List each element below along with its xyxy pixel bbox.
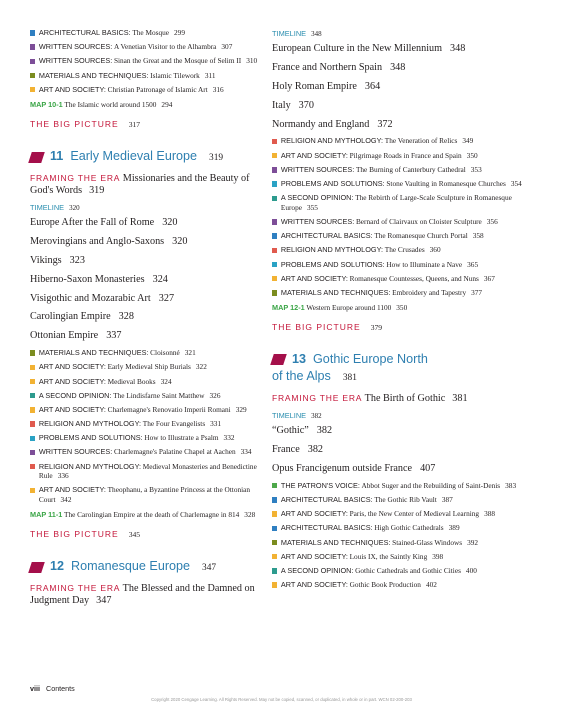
art-society-square-icon: [272, 582, 277, 587]
architectural-basics-square-icon: [272, 233, 277, 238]
toc-item[interactable]: ART AND SOCIETY: Gothic Book Production 402: [272, 581, 537, 591]
toc-item[interactable]: ART AND SOCIETY: Theophanu, a Byzantine Princess at the Ottonian Court 342: [30, 486, 262, 505]
section-entry[interactable]: Opus Francigenum outside France 407: [272, 462, 436, 474]
second-opinion-square-icon: [30, 393, 35, 398]
section-entry[interactable]: Ottonian Empire 337: [30, 330, 122, 342]
toc-item[interactable]: ART AND SOCIETY: Christian Patronage of Islamic Art 316: [30, 86, 262, 96]
chapter-marker-icon: [270, 354, 287, 365]
chapter-marker-icon: [28, 562, 45, 573]
problems-solutions-square-icon: [272, 181, 277, 186]
toc-item[interactable]: RELIGION AND MYTHOLOGY: The Four Evangelists 331: [30, 420, 262, 430]
section-entry[interactable]: Visigothic and Mozarabic Art 327: [30, 292, 175, 304]
framing-the-era-entry[interactable]: FRAMING THE ERA The Birth of Gothic 381: [272, 393, 468, 405]
copyright-notice: Copyright 2020 Cengage Learning. All Rights Reserved. May not be copied, scanned, or duplicated, in whole or in part. WCN 02-200-203: [151, 697, 412, 702]
chapter-13-heading[interactable]: 13 Gothic Europe North of the Alps 381: [272, 352, 428, 384]
toc-item[interactable]: PROBLEMS AND SOLUTIONS: How to Illuminate a Nave 365: [272, 261, 537, 271]
art-society-square-icon: [30, 379, 35, 384]
chapter-marker-icon: [28, 152, 45, 163]
section-entry[interactable]: European Culture in the New Millennium 348: [272, 43, 466, 54]
toc-item[interactable]: RELIGION AND MYTHOLOGY: Medieval Monasteries and Benedictine Rule 336: [30, 463, 262, 482]
toc-item[interactable]: ARCHITECTURAL BASICS: The Mosque 299: [30, 29, 262, 39]
art-society-square-icon: [272, 511, 277, 516]
toc-item[interactable]: WRITTEN SOURCES: The Burning of Canterbury Cathedral 353: [272, 166, 537, 176]
toc-item[interactable]: A SECOND OPINION: The Rebirth of Large-Scale Sculpture in Romanesque Europe 355: [272, 194, 537, 213]
toc-item[interactable]: ARCHITECTURAL BASICS: The Gothic Rib Vault 387: [272, 496, 537, 506]
written-sources-square-icon: [30, 450, 35, 455]
section-entry[interactable]: France and Northern Spain 348: [272, 61, 406, 73]
toc-item[interactable]: A SECOND OPINION: The Lindisfarne Saint Matthew 326: [30, 392, 262, 402]
materials-techniques-square-icon: [30, 73, 35, 78]
architectural-basics-square-icon: [272, 526, 277, 531]
section-entry[interactable]: Hiberno-Saxon Monasteries 324: [30, 273, 168, 285]
toc-item[interactable]: RELIGION AND MYTHOLOGY: The Veneration of Relics 349: [272, 137, 537, 147]
section-entry[interactable]: Normandy and England 372: [272, 118, 393, 130]
map-entry[interactable]: MAP 12-1 Western Europe around 1100 350: [272, 303, 408, 313]
art-society-square-icon: [272, 153, 277, 158]
section-entry[interactable]: Carolingian Empire 328: [30, 311, 134, 323]
left-column: [30, 0, 262, 613]
toc-item[interactable]: PROBLEMS AND SOLUTIONS: How to Illustrate a Psalm 332: [30, 434, 262, 444]
toc-item[interactable]: WRITTEN SOURCES: Charlemagne's Palatine Chapel at Aachen 334: [30, 448, 262, 458]
problems-solutions-square-icon: [30, 436, 35, 441]
toc-item[interactable]: THE PATRON'S VOICE: Abbot Suger and the Rebuilding of Saint-Denis 383: [272, 482, 537, 492]
art-society-square-icon: [272, 276, 277, 281]
section-entry[interactable]: France 382: [272, 444, 323, 455]
architectural-basics-square-icon: [272, 497, 277, 502]
section-entry[interactable]: Italy 370: [272, 99, 314, 111]
timeline-entry[interactable]: TIMELINE 382: [272, 411, 322, 421]
art-society-square-icon: [30, 407, 35, 412]
big-picture-entry[interactable]: THE BIG PICTURE 379: [272, 322, 383, 333]
section-entry[interactable]: Vikings 323: [30, 254, 85, 266]
toc-item[interactable]: ART AND SOCIETY: Early Medieval Ship Burials 322: [30, 363, 262, 373]
materials-techniques-square-icon: [272, 540, 277, 545]
toc-item[interactable]: PROBLEMS AND SOLUTIONS: Stone Vaulting in Romanesque Churches 354: [272, 180, 537, 190]
framing-the-era-entry[interactable]: FRAMING THE ERA The Blessed and the Damned on Judgment Day 347: [30, 583, 255, 607]
toc-item[interactable]: ART AND SOCIETY: Paris, the New Center of Medieval Learning 388: [272, 510, 537, 520]
religion-mythology-square-icon: [272, 248, 277, 253]
religion-mythology-square-icon: [30, 421, 35, 426]
written-sources-square-icon: [272, 219, 277, 224]
toc-item[interactable]: MATERIALS AND TECHNIQUES: Islamic Tilework 311: [30, 72, 262, 82]
religion-mythology-square-icon: [30, 464, 35, 469]
framing-the-era-entry[interactable]: FRAMING THE ERA Missionaries and the Beauty of God's Words 319: [30, 172, 250, 196]
timeline-entry[interactable]: TIMELINE 348: [272, 29, 322, 38]
page-number: viii: [30, 684, 40, 693]
written-sources-square-icon: [30, 44, 35, 49]
map-entry[interactable]: MAP 11-1 The Carolingian Empire at the death of Charlemagne in 814 328: [30, 510, 256, 520]
religion-mythology-square-icon: [272, 139, 277, 144]
chapter-12-heading[interactable]: 12 Romanesque Europe 347: [30, 559, 262, 576]
map-entry[interactable]: MAP 10-1 The Islamic world around 1500 294: [30, 99, 173, 109]
written-sources-square-icon: [30, 59, 35, 64]
timeline-entry[interactable]: TIMELINE 320: [30, 202, 80, 212]
toc-item[interactable]: MATERIALS AND TECHNIQUES: Stained-Glass Windows 392: [272, 539, 537, 549]
toc-item[interactable]: WRITTEN SOURCES: Bernard of Clairvaux on Cloister Sculpture 356: [272, 218, 537, 228]
materials-techniques-square-icon: [30, 350, 35, 355]
section-entry[interactable]: “Gothic” 382: [272, 425, 333, 437]
big-picture-entry[interactable]: THE BIG PICTURE 345: [30, 529, 141, 540]
art-society-square-icon: [30, 87, 35, 92]
toc-item[interactable]: WRITTEN SOURCES: A Venetian Visitor to the Alhambra 307: [30, 43, 262, 53]
problems-solutions-square-icon: [272, 262, 277, 267]
page-footer: [30, 684, 75, 693]
materials-techniques-square-icon: [272, 290, 277, 295]
architectural-basics-square-icon: [30, 30, 35, 35]
second-opinion-square-icon: [272, 568, 277, 573]
second-opinion-square-icon: [272, 196, 277, 201]
toc-item[interactable]: ART AND SOCIETY: Louis IX, the Saintly King 398: [272, 553, 537, 563]
toc-item[interactable]: RELIGION AND MYTHOLOGY: The Crusades 360: [272, 246, 537, 256]
big-picture-entry[interactable]: THE BIG PICTURE 317: [30, 118, 141, 129]
art-society-square-icon: [272, 554, 277, 559]
toc-item[interactable]: ARCHITECTURAL BASICS: The Romanesque Church Portal 358: [272, 232, 537, 242]
toc-item[interactable]: ARCHITECTURAL BASICS: High Gothic Cathedrals 389: [272, 524, 537, 534]
art-society-square-icon: [30, 365, 35, 370]
section-entry[interactable]: Europe After the Fall of Rome 320: [30, 216, 178, 228]
section-name: Contents: [46, 684, 75, 693]
toc-item[interactable]: ART AND SOCIETY: Pilgrimage Roads in France and Spain 350: [272, 152, 537, 162]
toc-item[interactable]: ART AND SOCIETY: Charlemagne's Renovatio Imperii Romani 329: [30, 406, 262, 416]
written-sources-square-icon: [272, 167, 277, 172]
art-society-square-icon: [30, 488, 35, 493]
toc-item[interactable]: MATERIALS AND TECHNIQUES: Embroidery and Tapestry 377: [272, 289, 537, 299]
toc-item[interactable]: A SECOND OPINION: Gothic Cathedrals and Gothic Cities 400: [272, 567, 537, 577]
section-entry[interactable]: Holy Roman Empire 364: [272, 80, 381, 92]
section-entry[interactable]: Merovingians and Anglo-Saxons 320: [30, 235, 188, 247]
toc-item[interactable]: WRITTEN SOURCES: Sinan the Great and the Mosque of Selim II 310: [30, 57, 262, 67]
toc-item[interactable]: ART AND SOCIETY: Romanesque Countesses, Queens, and Nuns 367: [272, 275, 537, 285]
patrons-voice-square-icon: [272, 483, 277, 488]
right-column: [272, 0, 537, 595]
toc-item[interactable]: ART AND SOCIETY: Medieval Books 324: [30, 378, 262, 388]
toc-item[interactable]: MATERIALS AND TECHNIQUES: Cloisonné 321: [30, 349, 262, 359]
chapter-11-heading[interactable]: 11 Early Medieval Europe 319: [30, 149, 262, 166]
